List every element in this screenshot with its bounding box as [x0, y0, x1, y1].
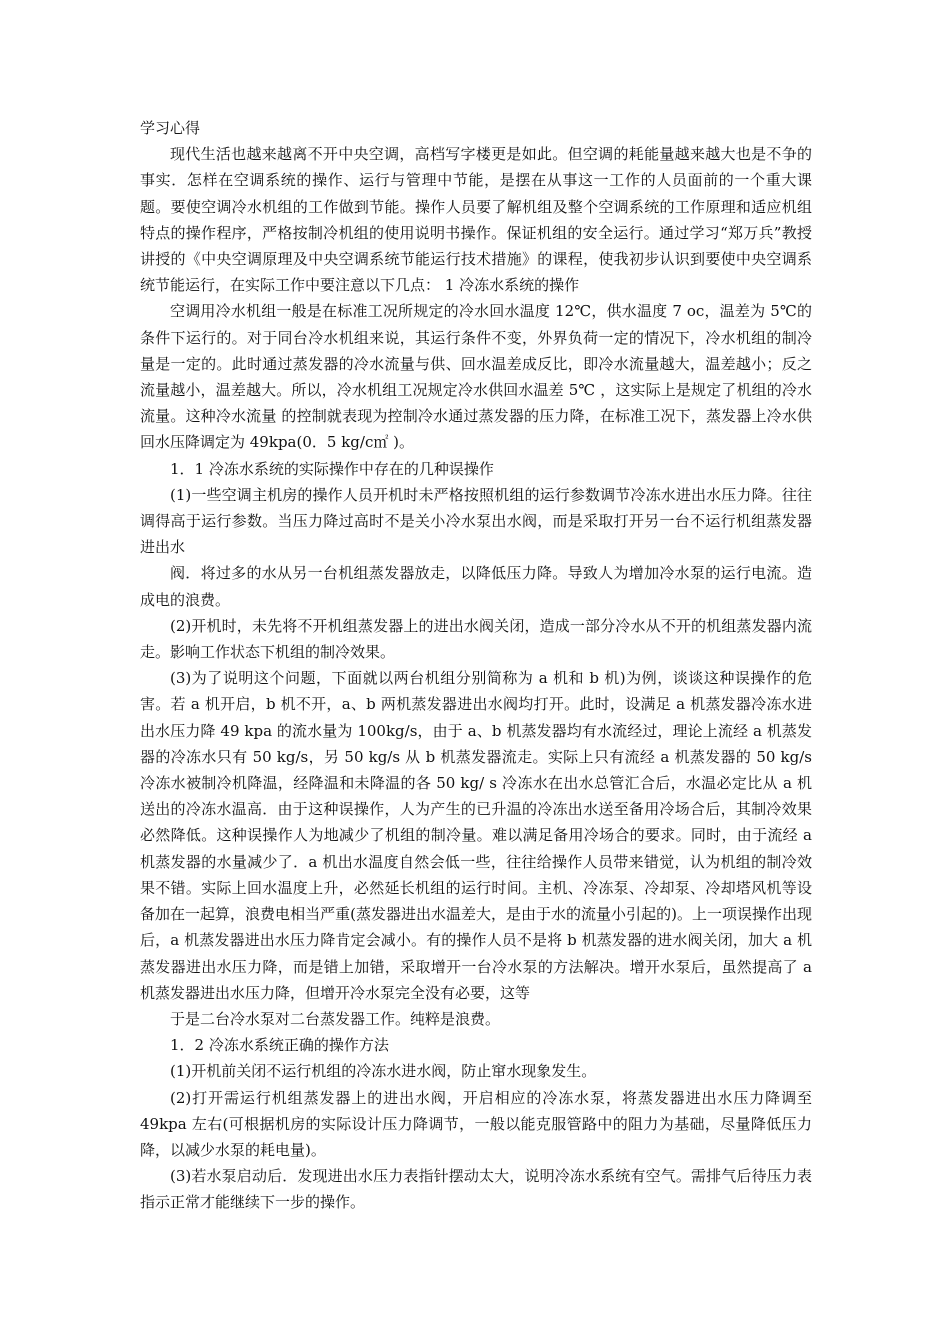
paragraph-intro: 现代生活也越来越离不开中央空调，高档写字楼更是如此。但空调的耗能量越来越大也是不争的事实．怎样在空调系统的操作、运行与管理中节能，是摆在从事这一工作的人员面前的一个重大课题。要使空调冷水机组的工作做到节能。操作人员要了解机组及整个空调系统的工作原理和适应机组特点的操作程序，严格按制冷机组的使用说明书操作。保证机组的安全运行。通过学习“郑万兵”教授讲授的《中央空调原理及中央空调系统节能运行技术措施》的课程，使我初步认识到要使中央空调系统节能运行，在实际工作中要注意以下几点： 1 冷冻水系统的操作 — [140, 145, 812, 295]
paragraph-misoperation-3-cont: 于是二台冷水泵对二台蒸发器工作。纯粹是浪费。 — [170, 1009, 501, 1028]
paragraph-misoperation-3: (3)为了说明这个问题，下面就以两台机组分别简称为 a 机和 b 机)为例，谈谈这种误操作的危害。若 a 机开启，b 机不开，a、b 两机蒸发器进出水阀均打开。此时，设满足 a 机蒸发器冷冻水进出水压力降 49 kpa 的流水量为 100kg/s，由于 a、b 机蒸发器均有水流经过，理论上流经 a 机蒸发器的冷冻水只有 50 kg/s，另 50 kg/s 从 b 机蒸发器流走。实际上只有流经 a 机蒸发器的 50 kg/s 冷冻水被制冷机降温，经降温和未降温的各 50 kg/ s 冷冻水在出水总管汇合后，水温必定比从 a 机送出的冷冻水温高．由于这种误操作，人为产生的已升温的冷冻出水送至备用冷场合后，其制冷效果必然降低。这种误操作人为地减少了机组的制冷量。难以满足备用冷场合的要求。同时，由于流经 a 机蒸发器的水量减少了．a 机出水温度自然会低一些，往往给操作人员带来错觉，认为机组的制冷效果不错。实际上回水温度上升，必然延长机组的运行时间。主机、冷冻泵、冷却泵、冷却塔风机等设备加在一起算，浪费电相当严重(蒸发器进出水温差大，是由于水的流量小引起的)。上一项误操作出现后，a 机蒸发器进出水压力降肯定会减小。有的操作人员不是将 b 机蒸发器的进水阀关闭，加大 a 机蒸发器进出水压力降，而是错上加错，采取增开一台冷水泵的方法解决。增开水泵后，虽然提高了 a 机蒸发器进出水压力降，但增开冷水泵完全没有必要，这等 — [140, 669, 812, 1002]
paragraph-misoperation-2: (2)开机时，未先将不开机组蒸发器上的进出水阀关闭，造成一部分冷水从不开的机组蒸发器内流走。影响工作状态下机组的制冷效果。 — [140, 616, 812, 662]
paragraph-correct-step-1: (1)开机前关闭不运行机组的冷冻水进水阀，防止窜水现象发生。 — [170, 1062, 597, 1081]
section-heading-1-2: 1．2 冷冻水系统正确的操作方法 — [170, 1036, 389, 1055]
document-title: 学习心得 — [140, 119, 201, 137]
paragraph-correct-step-3: (3)若水泵启动后．发现进出水压力表指针摆动太大，说明冷冻水系统有空气。需排气后待压力表指示正常才能继续下一步的操作。 — [140, 1167, 812, 1212]
paragraph-misoperation-1-cont: 阀．将过多的水从另一台机组蒸发器放走，以降低压力降。导致人为增加冷水泵的运行电流。造成电的浪费。 — [140, 564, 812, 609]
section-heading-1-1: 1．1 冷冻水系统的实际操作中存在的几种误操作 — [170, 459, 494, 478]
paragraph-misoperation-1: (1)一些空调主机房的操作人员开机时未严格按照机组的运行参数调节冷冻水进出水压力降。往往调得高于运行参数。当压力降过高时不是关小冷水泵出水阀，而是采取打开另一台不运行机组蒸发器进出水 — [140, 485, 812, 557]
document-page — [140, 115, 812, 1216]
paragraph-correct-step-2: (2)打开需运行机组蒸发器上的进出水阀，开启相应的冷冻水泵，将蒸发器进出水压力降调至 49kpa 左右(可根据机房的实际设计压力降调节，一般以能克服管路中的阻力为基础，尽量降低压力降，以减少水泵的耗电量)。 — [140, 1088, 812, 1159]
paragraph-chiller-conditions: 空调用冷水机组一般是在标准工况所规定的冷水回水温度 12℃，供水温度 7 oc，温差为 5℃的条件下运行的。对于同台冷水机组来说，其运行条件不变，外界负荷一定的情况下，冷水机组的制冷量是一定的。此时通过蒸发器的冷水流量与供、回水温差成反比，即冷水流量越大，温差越小；反之流量越小，温差越大。所以，冷水机组工况规定冷水供回水温差 5℃ ，这实际上是规定了机组的冷水流量。这种冷水流量 的控制就表现为控制冷水通过蒸发器的压力降，在标准工况下，蒸发器上冷水供回水压降调定为 49kpa(0．5 kg/c㎡ )。 — [140, 302, 812, 452]
